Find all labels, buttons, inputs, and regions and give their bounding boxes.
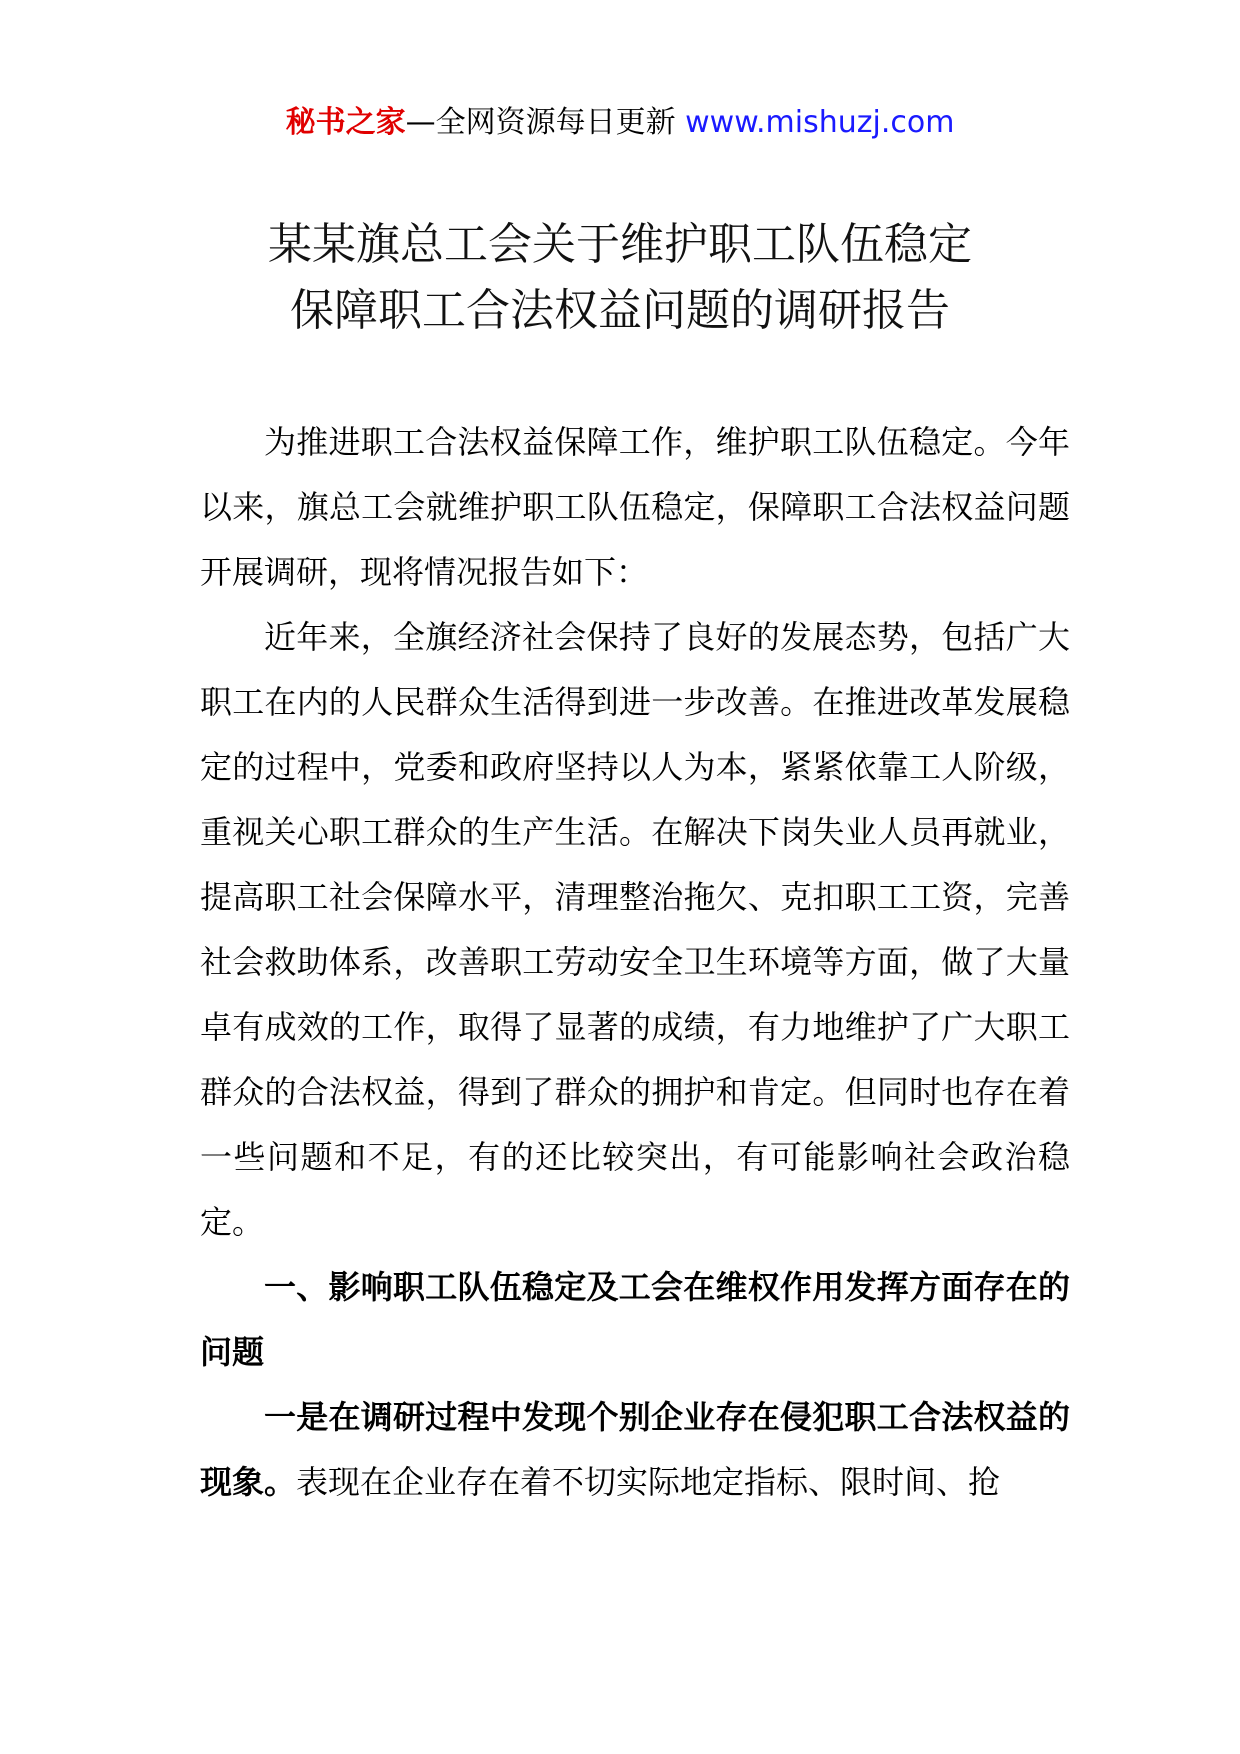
paragraph-point-1 [200,1385,1070,1515]
document-title [0,212,1240,344]
brand-name: 秘书之家 [285,105,406,140]
point-1-text: 表现在企业存在着不切实际地定指标、限时间、抢 [296,1463,1001,1501]
title-line-2: 保障职工合法权益问题的调研报告 [290,285,950,336]
point-1-lead: 一是在调研过程中发现个别企业存在侵犯职工合法权益的现象。 [200,1398,1070,1501]
site-url-link[interactable]: www.mishuzj.com [685,105,955,140]
section-heading: 一、影响职工队伍稳定及工会在维权作用发挥方面存在的问题 [200,1268,1070,1371]
document-body [200,410,1070,1515]
site-header [0,100,1240,146]
paragraph-background: 近年来，全旗经济社会保持了良好的发展态势，包括广大职工在内的人民群众生活得到进一步改善。在推进改革发展稳定的过程中，党委和政府坚持以人为本，紧紧依靠工人阶级，重视关心职工群众的生产生活。在解决下岗失业人员再就业，提高职工社会保障水平，清理整治拖欠、克扣职工工资，完善社会救助体系，改善职工劳动安全卫生环境等方面，做了大量卓有成效的工作，取得了显著的成绩，有力地维护了广大职工群众的合法权益，得到了群众的拥护和肯定。但同时也存在着一些问题和不足，有的还比较突出，有可能影响社会政治稳定。 [200,618,1070,1241]
header-slogan: —全网资源每日更新 [405,105,686,140]
paragraph-intro: 为推进职工合法权益保障工作，维护职工队伍稳定。今年以来，旗总工会就维护职工队伍稳定，保障职工合法权益问题开展调研，现将情况报告如下： [200,423,1070,591]
title-line-1: 某某旗总工会关于维护职工队伍稳定 [268,219,972,270]
